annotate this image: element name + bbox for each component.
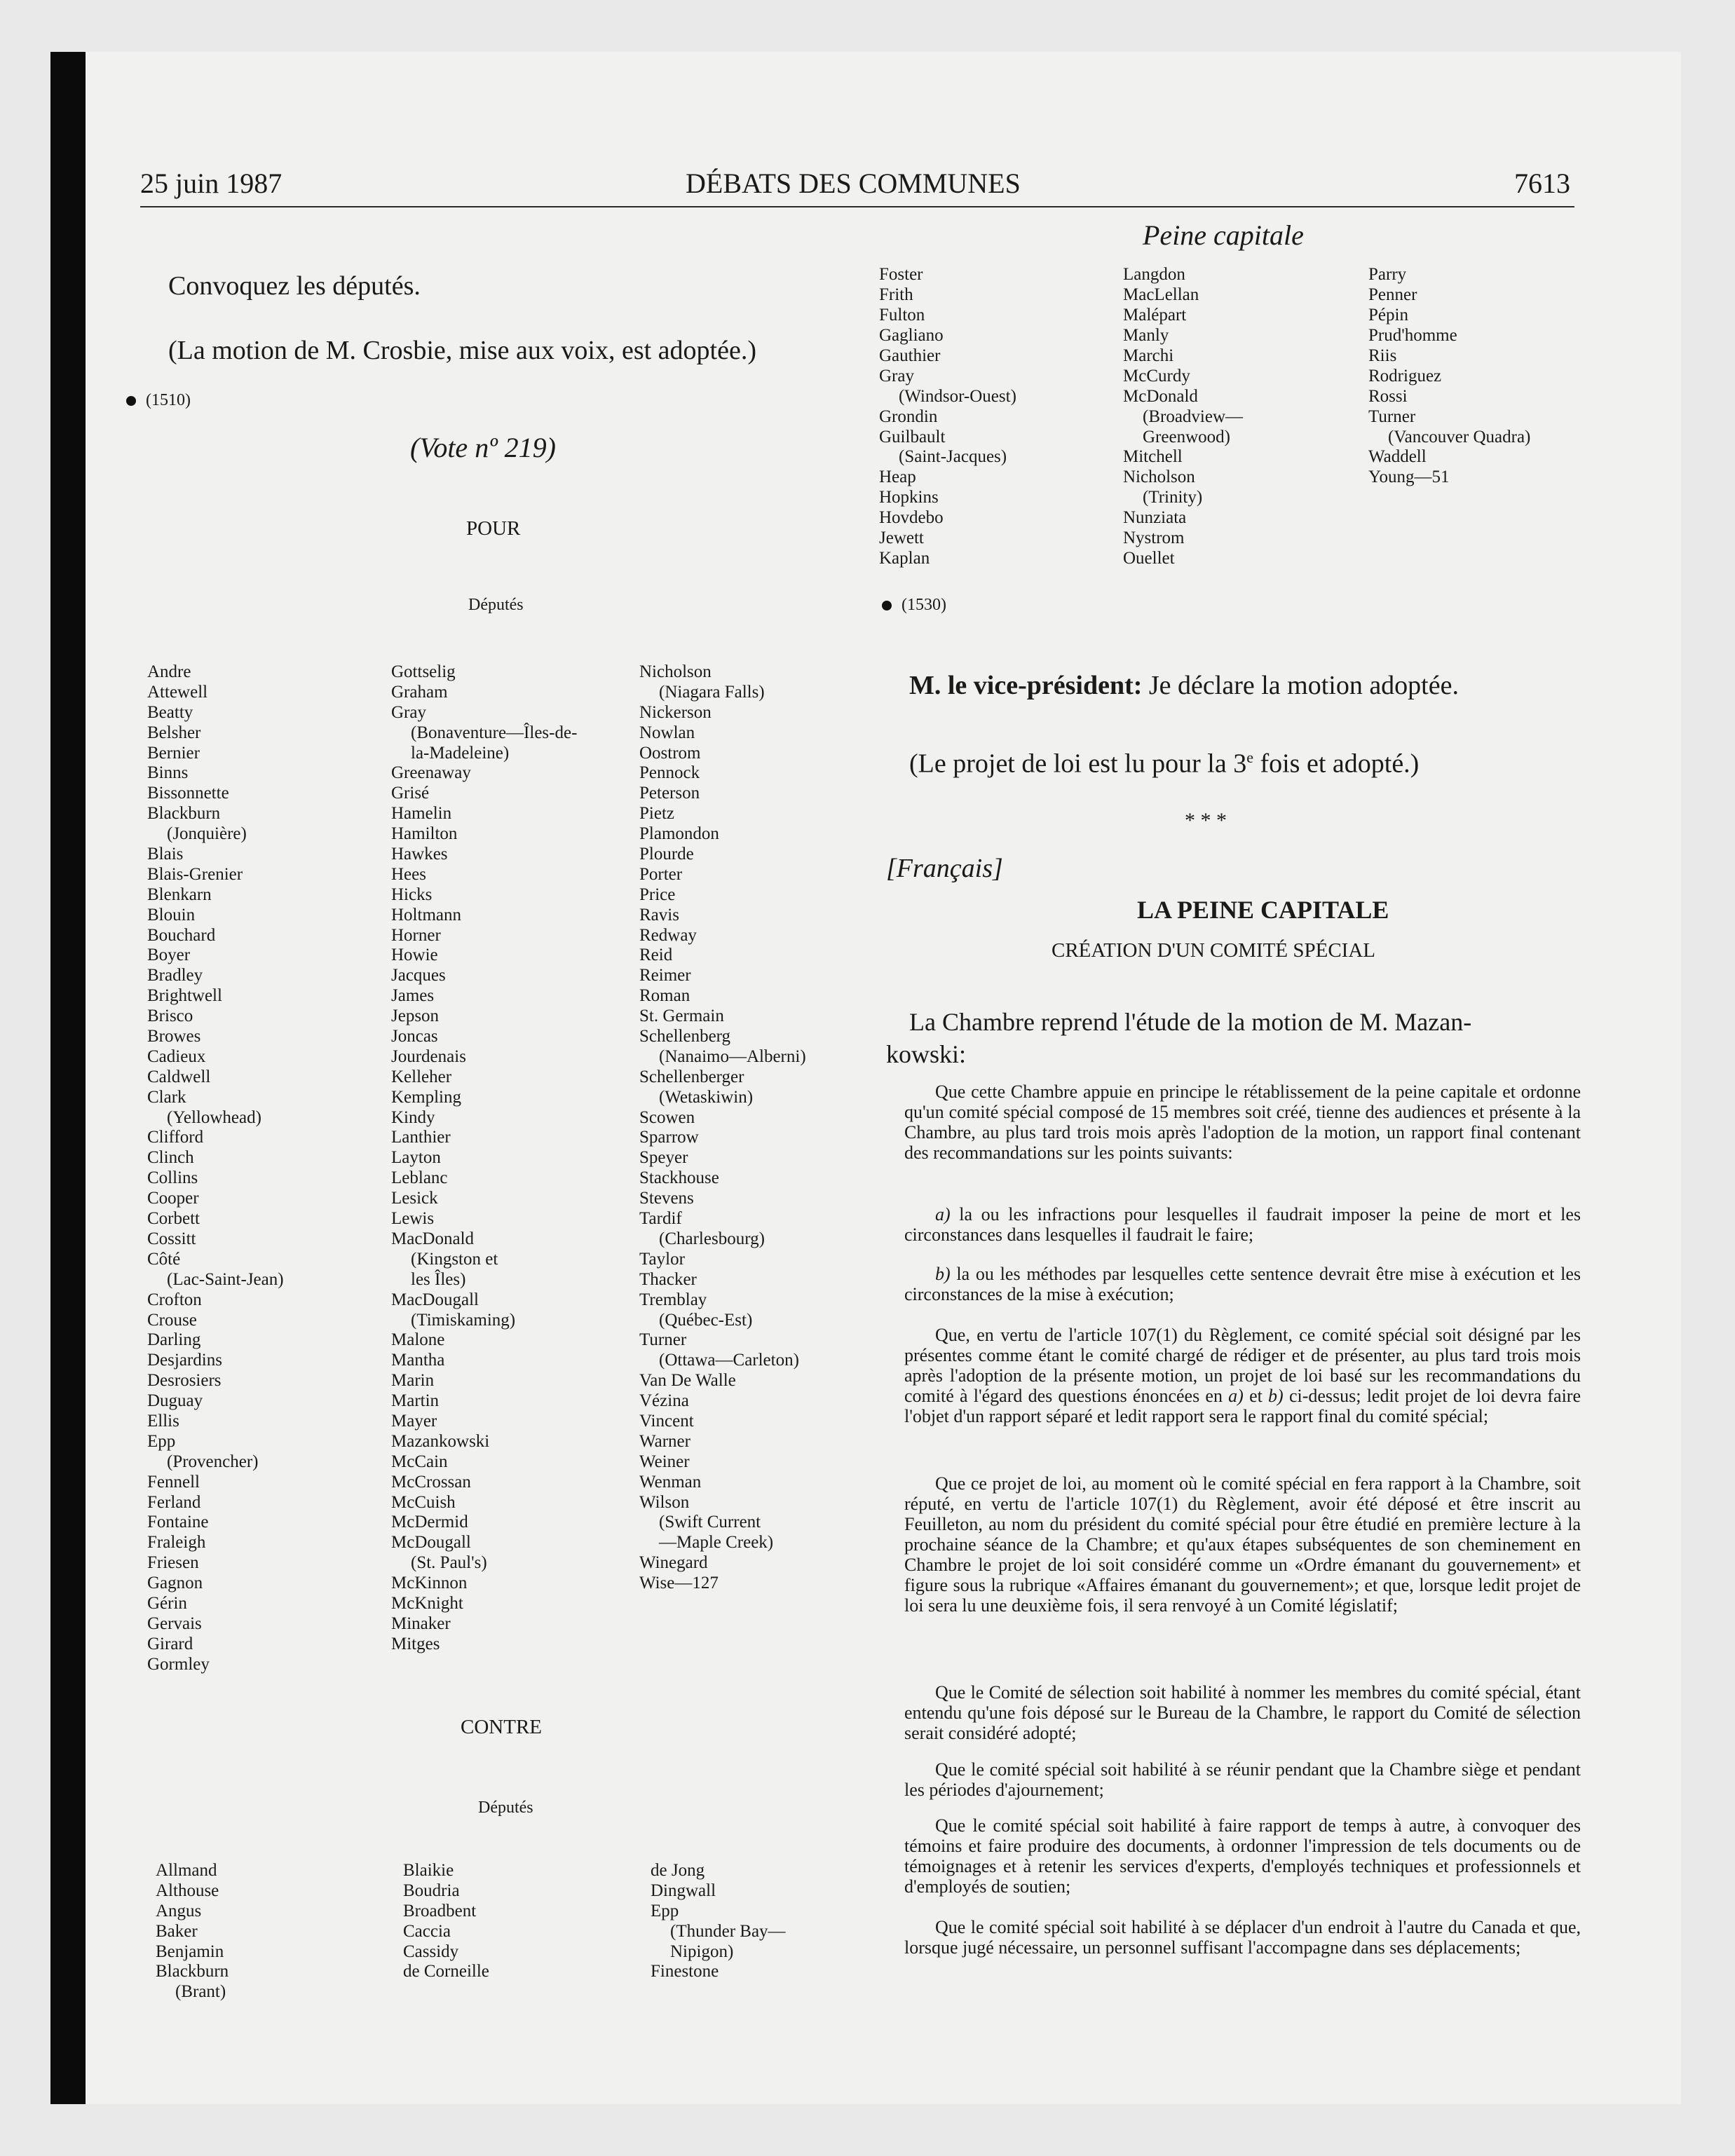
member-name: Rodriguez xyxy=(1368,366,1442,386)
member-name: Thacker xyxy=(639,1269,697,1289)
member-name: Stevens xyxy=(639,1189,694,1208)
motion-item-b xyxy=(904,1264,1581,1304)
paragraph-2-ref-a: a) xyxy=(1228,1386,1244,1406)
member-name: Gray xyxy=(879,366,914,386)
member-name: Winegard xyxy=(639,1553,708,1573)
riding-label: (Ottawa—Carleton) xyxy=(659,1351,799,1370)
member-name: Belsher xyxy=(147,723,201,742)
member-name: Blaikie xyxy=(403,1861,454,1880)
pour-column-1 xyxy=(147,662,284,1675)
house-resumes-line-1: La Chambre reprend l'étude de la motion de M. Mazan- xyxy=(909,1008,1472,1036)
member-name: Warner xyxy=(639,1431,690,1451)
item-a-label: a) xyxy=(935,1204,951,1224)
item-b-text: la ou les méthodes par lesquelles cette sentence devrait être mise à exécution et les circonstances de la mise à exécution; xyxy=(904,1264,1581,1304)
member-name: MacDougall xyxy=(391,1290,479,1309)
member-name: Taylor xyxy=(639,1249,685,1269)
member-name: Angus xyxy=(156,1901,202,1920)
riding-label: (Nanaimo—Alberni) xyxy=(659,1046,806,1066)
member-name: Malone xyxy=(391,1330,445,1350)
motion-paragraph-3: Que ce projet de loi, au moment où le comité spécial en fera rapport à la Chambre, soit réputé, en vertu de l'article 107(1) du Règlement, avoir été déposé et être inscrit au Feuilleton, au nom du président du comité spécial pour être étudié en première lecture à la prochaine séance de la Chambre; et qu'aux étapes subséquentes de son cheminement en Chambre le projet de loi soit considéré comme un «Ordre émanant du gouvernement» et figure sous la rubrique «Affaires émanant du gouvernement»; et que, lorsque ledit projet de loi sera lu une deuxième fois, il sera renvoyé à un Comité législatif; xyxy=(904,1473,1581,1616)
vote-title: (Vote nº 219) xyxy=(410,432,556,463)
member-name: Hicks xyxy=(391,885,433,904)
member-name: Riis xyxy=(1368,346,1397,365)
paragraph-2-text: Que, en vertu de l'article 107(1) du Règlement, ce comité spécial soit désigné par les présentes comme étant le comité chargé de rédiger et de présenter, au plus tard trois mois après l'adoption de la présente motion, un projet de loi basé sur les recommandations du comité à l'égard des questions énoncées en xyxy=(904,1325,1581,1406)
member-name: Prud'homme xyxy=(1368,325,1457,345)
member-name: McDonald xyxy=(1123,386,1198,406)
member-name: Nickerson xyxy=(639,702,712,722)
member-name: Fulton xyxy=(879,305,925,325)
member-name: Marin xyxy=(391,1371,435,1391)
member-name: Caccia xyxy=(403,1921,451,1941)
member-name: Ferland xyxy=(147,1492,201,1512)
member-name: Malépart xyxy=(1123,305,1187,325)
member-name: Blenkarn xyxy=(147,885,212,904)
header-date: 25 juin 1987 xyxy=(140,168,283,199)
member-name: Sparrow xyxy=(639,1128,699,1147)
speaker-label: M. le vice-président: xyxy=(909,671,1143,700)
member-name: Oostrom xyxy=(639,743,701,763)
member-name: McKnight xyxy=(391,1593,463,1613)
member-name: Dingwall xyxy=(651,1881,716,1900)
member-name: Pietz xyxy=(639,804,674,824)
scan-black-edge xyxy=(50,52,86,2104)
member-name: Clifford xyxy=(147,1128,204,1147)
member-name: Mayer xyxy=(391,1411,437,1431)
member-name: Nystrom xyxy=(1123,528,1185,548)
member-name: Blais xyxy=(147,845,184,864)
member-name: MacDonald xyxy=(391,1229,475,1248)
member-name: Bradley xyxy=(147,966,203,985)
member-name: Lesick xyxy=(391,1189,438,1208)
member-name: Baker xyxy=(156,1921,198,1941)
member-name: Vézina xyxy=(639,1391,689,1411)
member-name: Binns xyxy=(147,763,189,783)
member-name: Schellenberg xyxy=(639,1027,731,1046)
speaker-statement xyxy=(909,669,1459,702)
running-head: Peine capitale xyxy=(1143,219,1304,251)
member-name: Leblanc xyxy=(391,1168,448,1188)
member-name: Tremblay xyxy=(639,1290,707,1309)
member-name: Nunziata xyxy=(1123,508,1187,528)
member-name: Bernier xyxy=(147,743,200,763)
member-name: Hawkes xyxy=(391,845,448,864)
member-name: Bissonnette xyxy=(147,784,229,803)
member-name: Lanthier xyxy=(391,1128,451,1147)
member-name: Bouchard xyxy=(147,925,216,945)
member-name: Crouse xyxy=(147,1310,197,1330)
member-name: Crofton xyxy=(147,1290,202,1309)
member-name: Schellenberger xyxy=(639,1067,744,1086)
member-name: Van De Walle xyxy=(639,1371,736,1391)
item-a-text: la ou les infractions pour lesquelles il faudrait imposer la peine de mort et les circonstances dans lesquelles il faudrait le faire; xyxy=(904,1204,1581,1245)
member-name: Price xyxy=(639,885,676,904)
member-name: St. Germain xyxy=(639,1007,724,1026)
member-name: Blais-Grenier xyxy=(147,864,243,884)
member-name: Plourde xyxy=(639,845,694,864)
contre-continued-column-1 xyxy=(879,265,1016,569)
member-name: Gervais xyxy=(147,1613,202,1633)
member-name: Clinch xyxy=(147,1148,194,1168)
riding-label: (Niagara Falls) xyxy=(659,682,765,702)
riding-label: Nipigon) xyxy=(670,1942,734,1961)
member-name: Epp xyxy=(147,1431,176,1451)
member-name: Stackhouse xyxy=(639,1168,719,1188)
member-name: Lewis xyxy=(391,1209,435,1229)
time-marker-1530 xyxy=(882,594,946,615)
riding-label: (Wetaskiwin) xyxy=(659,1087,754,1107)
member-name: Côté xyxy=(147,1249,181,1269)
motion-paragraph-4: Que le Comité de sélection soit habilité à nommer les membres du comité spécial, étant entendu qu'une fois déposé sur le Bureau de la Chambre, le rapport du Comité de sélection serait considéré adopté; xyxy=(904,1682,1581,1743)
member-name: Blackburn xyxy=(147,804,221,824)
member-name: Nowlan xyxy=(639,723,695,742)
motion-item-a xyxy=(904,1204,1581,1245)
member-name: Jepson xyxy=(391,1007,440,1026)
member-name: Graham xyxy=(391,682,448,702)
contre-subheading: Députés xyxy=(478,1799,533,1817)
member-name: McCrossan xyxy=(391,1472,471,1492)
member-name: Browes xyxy=(147,1027,201,1046)
member-name: Grondin xyxy=(879,407,938,426)
member-name: Scowen xyxy=(639,1107,695,1127)
member-name: Gagnon xyxy=(147,1574,203,1593)
member-name: Hamelin xyxy=(391,804,452,824)
member-name: Blackburn xyxy=(156,1962,229,1981)
riding-label: (Windsor-Ouest) xyxy=(899,386,1016,406)
time-marker-1510 xyxy=(126,390,191,411)
riding-label: (Vancouver Quadra) xyxy=(1388,427,1531,446)
member-name: Collins xyxy=(147,1168,198,1188)
pour-heading: POUR xyxy=(466,517,521,540)
member-name: Pennock xyxy=(639,763,700,783)
member-name: Reimer xyxy=(639,966,691,985)
contre-continued-column-2 xyxy=(1123,265,1243,569)
member-name: Kelleher xyxy=(391,1067,452,1086)
member-name: McCain xyxy=(391,1452,448,1471)
riding-label: (Swift Current xyxy=(659,1513,761,1532)
member-name: Blouin xyxy=(147,905,196,925)
paragraph-2-and: et xyxy=(1249,1386,1263,1406)
member-name: Wise—127 xyxy=(639,1574,719,1593)
contre-column-1 xyxy=(156,1861,229,2003)
member-name: Frith xyxy=(879,285,913,304)
bill-read-pre: (Le projet de loi est lu pour la 3 xyxy=(909,749,1247,779)
riding-label: (Yellowhead) xyxy=(167,1107,261,1127)
member-name: Gottselig xyxy=(391,662,456,681)
member-name: Corbett xyxy=(147,1209,200,1229)
paragraph-2-end: ci-dessus; ledit projet de loi devra faire l'objet d'un rapport séparé et ledit rapport sera le rapport final du comité spécial; xyxy=(904,1386,1581,1426)
member-name: Finestone xyxy=(651,1962,719,1981)
member-name: Plamondon xyxy=(639,824,719,844)
member-name: Hovdebo xyxy=(879,508,944,528)
member-name: Greenaway xyxy=(391,763,471,783)
member-name: Nicholson xyxy=(1123,468,1195,487)
member-name: Ravis xyxy=(639,905,679,925)
member-name: Mitges xyxy=(391,1634,440,1653)
member-name: McDermid xyxy=(391,1513,468,1532)
pour-subheading: Députés xyxy=(468,596,524,614)
riding-label: (Timiskaming) xyxy=(411,1310,516,1330)
member-name: Darling xyxy=(147,1330,201,1350)
member-name: Marchi xyxy=(1123,346,1174,365)
member-name: Duguay xyxy=(147,1391,203,1411)
member-name: Brightwell xyxy=(147,986,222,1006)
riding-label: (Thunder Bay— xyxy=(670,1921,786,1941)
motion-paragraph-1: Que cette Chambre appuie en principe le rétablissement de la peine capitale et ordonne qu'un comité spécial composé de 15 membres soit créé, tienne des audiences et présente à la Chambre, au plus tard trois mois après l'adoption de la motion, un rapport final contenant des recommandations sur les points suivants: xyxy=(904,1082,1581,1163)
member-name: Hamilton xyxy=(391,824,458,844)
member-name: Jourdenais xyxy=(391,1046,466,1066)
contre-column-2 xyxy=(403,1861,489,1982)
member-name: Rossi xyxy=(1368,386,1408,406)
riding-label: (Trinity) xyxy=(1143,488,1203,507)
member-name: Caldwell xyxy=(147,1067,211,1086)
member-name: McCuish xyxy=(391,1492,456,1512)
section-subtitle: CRÉATION D'UN COMITÉ SPÉCIAL xyxy=(1052,939,1375,962)
member-name: Gérin xyxy=(147,1593,187,1613)
member-name: Epp xyxy=(651,1901,679,1920)
member-name: Pépin xyxy=(1368,305,1408,325)
member-name: Girard xyxy=(147,1634,193,1653)
item-b-label: b) xyxy=(935,1264,951,1284)
member-name: Minaker xyxy=(391,1613,451,1633)
header-rule xyxy=(140,206,1574,207)
member-name: Boudria xyxy=(403,1881,460,1900)
member-name: Mitchell xyxy=(1123,447,1183,467)
riding-label: (Provencher) xyxy=(167,1452,259,1471)
motion-paragraph-2 xyxy=(904,1325,1581,1426)
member-name: Penner xyxy=(1368,285,1417,304)
member-name: McKinnon xyxy=(391,1574,468,1593)
riding-label: (Kingston et xyxy=(411,1249,498,1269)
motion-paragraph-7: Que le comité spécial soit habilité à se déplacer d'un endroit à l'autre du Canada et que, lorsque jugé nécessaire, un personnel suffisant l'accompagne dans ses déplacements; xyxy=(904,1917,1581,1958)
paragraph-2-ref-b: b) xyxy=(1268,1386,1284,1406)
member-name: Kempling xyxy=(391,1087,461,1107)
member-name: James xyxy=(391,986,435,1006)
member-name: Peterson xyxy=(639,784,700,803)
riding-label: (Jonquière) xyxy=(167,824,247,844)
riding-label: (Charlesbourg) xyxy=(659,1229,765,1248)
member-name: Roman xyxy=(639,986,690,1006)
motion-result-text: (La motion de M. Crosbie, mise aux voix, est adoptée.) xyxy=(168,336,756,365)
member-name: Althouse xyxy=(156,1881,219,1900)
riding-label: (Québec-Est) xyxy=(659,1310,753,1330)
riding-label: (Bonaventure—Îles-de- xyxy=(411,723,578,742)
member-name: Gormley xyxy=(147,1654,210,1674)
member-name: Wilson xyxy=(639,1492,690,1512)
bullet-dot xyxy=(126,396,136,406)
member-name: Tardif xyxy=(639,1209,682,1229)
member-name: MacLellan xyxy=(1123,285,1199,304)
member-name: Vincent xyxy=(639,1411,694,1431)
riding-label: —Maple Creek) xyxy=(659,1533,774,1553)
member-name: McCurdy xyxy=(1123,366,1190,386)
call-members-text: Convoquez les députés. xyxy=(168,271,421,301)
member-name: Benjamin xyxy=(156,1942,224,1961)
time-marker-label: (1530) xyxy=(901,596,946,614)
member-name: Cadieux xyxy=(147,1046,206,1066)
member-name: Speyer xyxy=(639,1148,688,1168)
member-name: Manly xyxy=(1123,325,1169,345)
motion-paragraph-5: Que le comité spécial soit habilité à se réunir pendant que la Chambre siège et pendant les périodes d'ajournement; xyxy=(904,1759,1581,1800)
motion-paragraph-6: Que le comité spécial soit habilité à faire rapport de temps à autre, à convoquer des témoins et faire produire des documents, à ordonner l'impression de tels documents ou de témoignages et à retenir les services d'experts, d'employés techniques et professionnels et d'employés de soutien; xyxy=(904,1815,1581,1897)
member-name: Martin xyxy=(391,1391,440,1411)
member-name: de Jong xyxy=(651,1861,705,1880)
member-name: Grisé xyxy=(391,784,430,803)
riding-label: la-Madeleine) xyxy=(411,743,510,763)
member-name: Heap xyxy=(879,468,916,487)
section-title: LA PEINE CAPITALE xyxy=(1137,896,1389,924)
member-name: Gagliano xyxy=(879,325,944,345)
member-name: Reid xyxy=(639,946,673,965)
bill-read-superscript: e xyxy=(1246,749,1253,766)
member-name: McDougall xyxy=(391,1533,471,1553)
header-page-number: 7613 xyxy=(1514,168,1570,199)
riding-label: (Broadview— xyxy=(1143,407,1244,426)
member-name: Layton xyxy=(391,1148,441,1168)
contre-column-3 xyxy=(651,1861,786,1982)
bullet-dot xyxy=(882,601,892,610)
header-title: DÉBATS DES COMMUNES xyxy=(686,168,1021,199)
member-name: Porter xyxy=(639,864,683,884)
member-name: Gray xyxy=(391,702,426,722)
language-marker: [Français] xyxy=(886,854,1003,883)
member-name: Attewell xyxy=(147,682,208,702)
member-name: Gauthier xyxy=(879,346,941,365)
contre-continued-column-3 xyxy=(1368,265,1530,488)
member-name: Desjardins xyxy=(147,1351,222,1370)
member-name: Foster xyxy=(879,265,923,284)
time-marker-label: (1510) xyxy=(146,391,191,409)
member-name: Fennell xyxy=(147,1472,200,1492)
member-name: Langdon xyxy=(1123,265,1185,284)
bill-read-post: fois et adopté.) xyxy=(1260,749,1420,779)
member-name: Andre xyxy=(147,662,191,681)
riding-label: Greenwood) xyxy=(1143,427,1230,446)
member-name: Ouellet xyxy=(1123,549,1175,568)
section-break-stars: * * * xyxy=(1185,809,1227,832)
member-name: Horner xyxy=(391,925,441,945)
member-name: Kaplan xyxy=(879,549,930,568)
riding-label: (Lac-Saint-Jean) xyxy=(167,1269,284,1289)
member-name: Beatty xyxy=(147,702,193,722)
member-name: de Corneille xyxy=(403,1962,489,1981)
member-name: Kindy xyxy=(391,1107,435,1127)
member-name: Cassidy xyxy=(403,1942,459,1961)
member-name: Young—51 xyxy=(1368,468,1450,487)
member-name: Mazankowski xyxy=(391,1431,490,1451)
member-name: Fraleigh xyxy=(147,1533,206,1553)
member-name: Jacques xyxy=(391,966,446,985)
member-name: Clark xyxy=(147,1087,186,1107)
bill-read-text xyxy=(909,742,1419,780)
riding-label: (Brant) xyxy=(175,1982,226,2002)
riding-label: (Saint-Jacques) xyxy=(899,447,1007,467)
member-name: Parry xyxy=(1368,265,1407,284)
member-name: Cooper xyxy=(147,1189,199,1208)
member-name: Fontaine xyxy=(147,1513,209,1532)
member-name: Ellis xyxy=(147,1411,179,1431)
member-name: Joncas xyxy=(391,1027,438,1046)
member-name: Cossitt xyxy=(147,1229,196,1248)
member-name: Mantha xyxy=(391,1351,445,1370)
member-name: Turner xyxy=(639,1330,687,1350)
member-name: Guilbault xyxy=(879,427,946,446)
member-name: Holtmann xyxy=(391,905,461,925)
member-name: Broadbent xyxy=(403,1901,477,1920)
member-name: Waddell xyxy=(1368,447,1427,467)
member-name: Desrosiers xyxy=(147,1371,222,1391)
member-name: Redway xyxy=(639,925,697,945)
speaker-text: Je déclare la motion adoptée. xyxy=(1148,671,1459,700)
contre-heading: CONTRE xyxy=(461,1716,542,1738)
house-resumes-line-2: kowski: xyxy=(886,1040,967,1068)
member-name: Howie xyxy=(391,946,438,965)
member-name: Allmand xyxy=(156,1861,217,1880)
member-name: Boyer xyxy=(147,946,191,965)
member-name: Weiner xyxy=(639,1452,690,1471)
member-name: Nicholson xyxy=(639,662,712,681)
member-name: Wenman xyxy=(639,1472,702,1492)
riding-label: (St. Paul's) xyxy=(411,1553,487,1573)
member-name: Jewett xyxy=(879,528,924,548)
member-name: Friesen xyxy=(147,1553,199,1573)
pour-column-3 xyxy=(639,662,806,1594)
member-name: Hees xyxy=(391,864,426,884)
member-name: Brisco xyxy=(147,1007,193,1026)
pour-column-2 xyxy=(391,662,577,1655)
riding-label: les Îles) xyxy=(411,1269,466,1289)
member-name: Hopkins xyxy=(879,488,939,507)
member-name: Turner xyxy=(1368,407,1416,426)
